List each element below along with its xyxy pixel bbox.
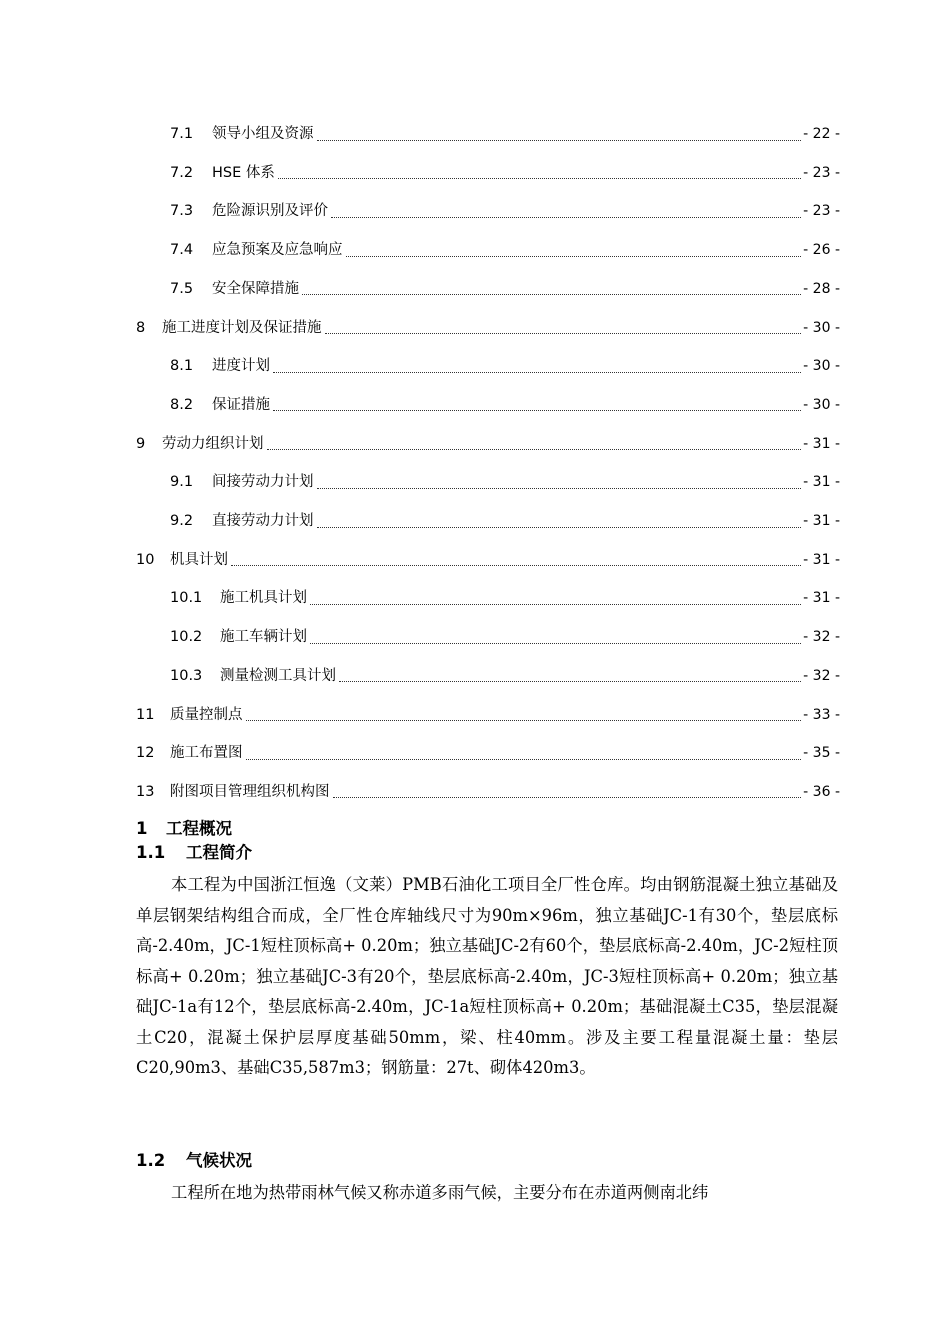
toc-entry-page-number: - 31 - xyxy=(803,590,840,607)
toc-entry[interactable] xyxy=(170,625,840,649)
toc-dot-leader xyxy=(310,643,801,644)
toc-dot-leader xyxy=(325,333,802,334)
toc-entry-title: 保证措施 xyxy=(212,396,270,413)
toc-entry[interactable] xyxy=(136,432,840,456)
toc-entry[interactable] xyxy=(170,122,840,146)
toc-entry-title: 施工机具计划 xyxy=(220,590,307,607)
paragraph-project-intro: 本工程为中国浙江恒逸（文莱）PMB石油化工项目全厂性仓库。均由钢筋混凝土独立基础及单层钢架结构组合而成，全厂性仓库轴线尺寸为90m×96m，独立基础JC-1有30个，垫层底标高-2.40m，JC-1短柱顶标高+ 0.20m；独立基础JC-2有60个，垫层底标高-2.40m，JC-2短柱顶标高+ 0.20m；独立基础JC-3有20个，垫层底标高-2.40m，JC-3短柱顶标高+ 0.20m；独立基础JC-1a有12个，垫层底标高-2.40m，JC-1a短柱顶标高+ 0.20m；基础混凝土C35，垫层混凝土C20，混凝土保护层厚度基础50mm，梁、柱40mm。涉及主要工程量混凝土量：垫层C20,90m3、基础C35,587m3；钢筋量：27t、砌体420m3。 xyxy=(136,875,838,1077)
toc-entry-title: 直接劳动力计划 xyxy=(212,513,314,529)
toc-entry-title: 劳动力组织计划 xyxy=(162,435,264,452)
toc-entry-page-number: - 30 - xyxy=(803,319,840,336)
toc-entry[interactable] xyxy=(136,703,840,727)
toc-entry-title: HSE 体系 xyxy=(212,164,275,181)
toc-entry[interactable] xyxy=(170,586,840,610)
toc-entry-page-number: - 28 - xyxy=(803,280,840,297)
toc-dot-leader xyxy=(333,797,802,798)
toc-entry-page-number: - 31 - xyxy=(803,551,840,568)
toc-entry-number: 9.1 xyxy=(170,474,194,491)
toc-dot-leader xyxy=(273,372,801,373)
toc-entry-title: 施工布置图 xyxy=(170,745,243,762)
toc-dot-leader xyxy=(302,294,801,295)
toc-dot-leader xyxy=(246,720,802,721)
section-number: 1.1 xyxy=(136,843,166,862)
toc-entry-page-number: - 32 - xyxy=(803,629,840,646)
toc-entry[interactable] xyxy=(170,354,840,378)
toc-entry-number: 13 xyxy=(136,783,155,800)
toc-entry-page-number: - 23 - xyxy=(803,164,840,181)
toc-dot-leader xyxy=(317,527,802,528)
section-heading-1 xyxy=(136,818,232,840)
toc-dot-leader xyxy=(267,449,802,450)
toc-entry-title: 领导小组及资源 xyxy=(212,126,314,142)
toc-entry-title: 间接劳动力计划 xyxy=(212,474,314,491)
toc-entry[interactable] xyxy=(170,393,840,417)
paragraph-climate: 工程所在地为热带雨林气候又称赤道多雨气候，主要分布在赤道两侧南北纬 xyxy=(171,1183,709,1202)
section-number: 1 xyxy=(136,819,148,838)
toc-dot-leader xyxy=(246,759,802,760)
toc-entry-number: 11 xyxy=(136,706,155,723)
toc-entry-title: 施工进度计划及保证措施 xyxy=(162,319,322,336)
toc-entry-number: 7.3 xyxy=(170,203,194,220)
toc-entry-page-number: - 36 - xyxy=(803,783,840,800)
toc-entry-page-number: - 30 - xyxy=(803,358,840,375)
toc-entry-title: 危险源识别及评价 xyxy=(212,203,328,220)
toc-entry-page-number: - 30 - xyxy=(803,396,840,413)
section-heading-1-1 xyxy=(136,842,252,864)
toc-entry[interactable] xyxy=(170,238,840,262)
toc-entry-number: 10 xyxy=(136,551,155,568)
section-heading-1-2 xyxy=(136,1150,252,1172)
toc-entry[interactable] xyxy=(170,664,840,688)
toc-entry-page-number: - 35 - xyxy=(803,745,840,762)
toc-entry-number: 8.2 xyxy=(170,396,194,413)
toc-entry-number: 12 xyxy=(136,745,155,762)
toc-entry-number: 7.5 xyxy=(170,280,194,297)
toc-entry-page-number: - 23 - xyxy=(803,203,840,220)
toc-entry[interactable] xyxy=(136,780,840,804)
toc-entry[interactable] xyxy=(136,741,840,765)
toc-entry[interactable] xyxy=(170,161,840,185)
toc-entry-number: 10.2 xyxy=(170,629,203,646)
section-title: 气候状况 xyxy=(186,1151,252,1170)
toc-dot-leader xyxy=(339,681,801,682)
toc-entry-page-number: - 22 - xyxy=(803,126,840,142)
toc-entry-title: 质量控制点 xyxy=(170,706,243,723)
toc-dot-leader xyxy=(310,604,801,605)
toc-entry[interactable] xyxy=(136,548,840,572)
toc-entry-number: 9 xyxy=(136,435,146,452)
toc-entry-page-number: - 26 - xyxy=(803,242,840,259)
toc-entry-title: 应急预案及应急响应 xyxy=(212,242,343,259)
toc-dot-leader xyxy=(317,488,802,489)
toc-entry-number: 10.1 xyxy=(170,590,203,607)
toc-entry-number: 7.4 xyxy=(170,242,194,259)
toc-entry-page-number: - 32 - xyxy=(803,667,840,684)
toc-entry-title: 安全保障措施 xyxy=(212,280,299,297)
section-number: 1.2 xyxy=(136,1151,166,1170)
toc-entry-number: 8.1 xyxy=(170,358,194,375)
toc-entry-number: 7.1 xyxy=(170,126,194,142)
toc-entry[interactable] xyxy=(136,316,840,340)
toc-dot-leader xyxy=(231,565,801,566)
toc-dot-leader xyxy=(278,178,801,179)
toc-entry-page-number: - 31 - xyxy=(803,513,840,529)
toc-dot-leader xyxy=(317,140,802,141)
toc-entry-title: 机具计划 xyxy=(170,551,228,568)
toc-entry-title: 附图项目管理组织机构图 xyxy=(170,783,330,800)
toc-entry-title: 进度计划 xyxy=(212,358,270,375)
toc-entry-page-number: - 33 - xyxy=(803,706,840,723)
toc-entry-page-number: - 31 - xyxy=(803,474,840,491)
section-title: 工程简介 xyxy=(186,843,252,862)
toc-entry-page-number: - 31 - xyxy=(803,435,840,452)
section-title: 工程概况 xyxy=(166,819,232,838)
toc-entry[interactable] xyxy=(170,199,840,223)
toc-entry-number: 7.2 xyxy=(170,164,194,181)
toc-dot-leader xyxy=(273,410,801,411)
toc-entry-title: 施工车辆计划 xyxy=(220,629,307,646)
toc-entry[interactable] xyxy=(170,509,840,533)
toc-entry-number: 8 xyxy=(136,319,146,336)
toc-entry[interactable] xyxy=(170,277,840,301)
toc-dot-leader xyxy=(331,217,801,218)
toc-entry-title: 测量检测工具计划 xyxy=(220,667,336,684)
toc-dot-leader xyxy=(346,256,802,257)
toc-entry[interactable] xyxy=(170,470,840,494)
toc-entry-number: 10.3 xyxy=(170,667,203,684)
toc-entry-number: 9.2 xyxy=(170,513,194,529)
